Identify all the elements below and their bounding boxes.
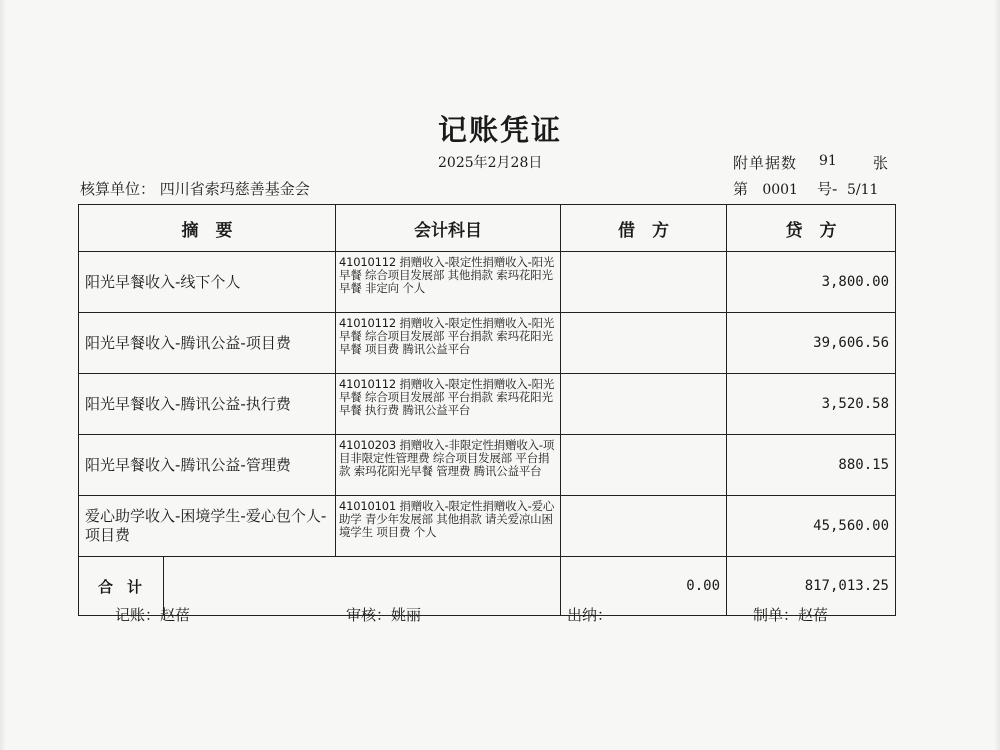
- row-account: 41010203 捐赠收入-非限定性捐赠收入-项目非限定性管理费 综合项目发展部 平台捐款 索玛花阳光早餐 管理费 腾讯公益平台: [336, 435, 561, 496]
- table-row: [79, 252, 896, 313]
- header-row: [79, 205, 896, 252]
- row-debit: [561, 313, 727, 374]
- cashier-label: 出纳：: [567, 606, 613, 624]
- row-credit: 3,800.00: [727, 252, 896, 313]
- row-summary: 阳光早餐收入-线下个人: [79, 252, 336, 313]
- row-summary: 阳光早餐收入-腾讯公益-管理费: [79, 435, 336, 496]
- attachments-count: 91: [819, 153, 837, 169]
- accounting-unit: [80, 178, 310, 199]
- row-debit: [561, 252, 727, 313]
- attachments-info: [733, 152, 889, 173]
- footer-auditor: [346, 604, 421, 625]
- auditor-label: 审核：: [346, 606, 392, 624]
- table-row: [79, 374, 896, 435]
- header-debit: 借 方: [561, 205, 727, 252]
- attachments-label: 附单据数: [733, 154, 798, 172]
- voucher-number-part: 5/11: [847, 182, 879, 198]
- row-debit: [561, 435, 727, 496]
- footer-cashier: [567, 604, 612, 625]
- voucher-number-suffix: 号-: [817, 180, 838, 198]
- accounting-unit-name: 四川省索玛慈善基金会: [159, 180, 310, 198]
- voucher-number: [733, 178, 878, 199]
- accounting-unit-label: 核算单位：: [80, 180, 156, 198]
- row-summary: 阳光早餐收入-腾讯公益-执行费: [79, 374, 336, 435]
- row-credit: 880.15: [727, 435, 896, 496]
- row-credit: 39,606.56: [727, 313, 896, 374]
- table-row: [79, 313, 896, 374]
- voucher-title: 记账凭证: [437, 113, 562, 147]
- table-row: [79, 496, 896, 557]
- auditor-name: 姚丽: [391, 606, 422, 624]
- voucher-date: 2025年2月28日: [438, 155, 543, 171]
- row-summary: 爱心助学收入-困境学生-爱心包个人-项目费: [79, 496, 336, 557]
- header-account: 会计科目: [336, 205, 561, 252]
- row-debit: [561, 374, 727, 435]
- row-account: 41010101 捐赠收入-限定性捐赠收入-爱心助学 青少年发展部 其他捐款 请关爱凉山困境学生 项目费 个人: [336, 496, 561, 557]
- attachments-unit: 张: [873, 154, 889, 172]
- total-debit: 0.00: [561, 557, 727, 616]
- voucher-number-value: 0001: [762, 182, 798, 198]
- preparer-name: 赵蓓: [798, 606, 829, 624]
- footer-preparer: [753, 604, 828, 625]
- table-row: [79, 435, 896, 496]
- voucher-number-prefix: 第: [733, 180, 749, 198]
- bookkeeper-label: 记账：: [115, 606, 161, 624]
- row-debit: [561, 496, 727, 557]
- row-account: 41010112 捐赠收入-限定性捐赠收入-阳光早餐 综合项目发展部 平台捐款 索玛花阳光早餐 项目费 腾讯公益平台: [336, 313, 561, 374]
- row-summary: 阳光早餐收入-腾讯公益-项目费: [79, 313, 336, 374]
- bookkeeper-name: 赵蓓: [160, 606, 191, 624]
- footer-bookkeeper: [115, 604, 190, 625]
- total-label: 合计: [79, 557, 164, 615]
- header-credit: 贷 方: [727, 205, 896, 252]
- row-account: 41010112 捐赠收入-限定性捐赠收入-阳光早餐 综合项目发展部 其他捐款 索玛花阳光早餐 非定向 个人: [336, 252, 561, 313]
- row-credit: 3,520.58: [727, 374, 896, 435]
- voucher-table: [78, 204, 896, 616]
- row-account: 41010112 捐赠收入-限定性捐赠收入-阳光早餐 综合项目发展部 平台捐款 索玛花阳光早餐 执行费 腾讯公益平台: [336, 374, 561, 435]
- header-summary: 摘 要: [79, 205, 336, 252]
- preparer-label: 制单：: [753, 606, 799, 624]
- total-credit: 817,013.25: [727, 557, 896, 616]
- row-credit: 45,560.00: [727, 496, 896, 557]
